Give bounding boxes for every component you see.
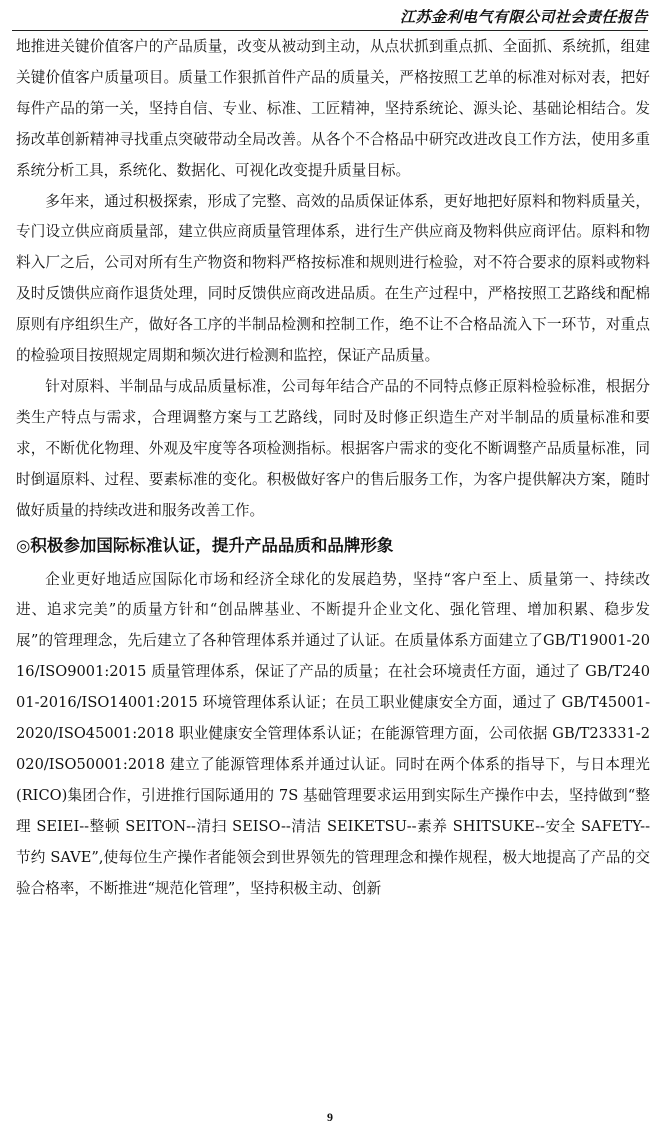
paragraph-continued: 地推进关键价值客户的产品质量，改变从被动到主动，从点状抓到重点抓、全面抓、系统抓，组建关键价值客户质量项目。质量工作狠抓首件产品的质量关，严格按照工艺单的标准对标对表，把好每件产品的第一关，坚持自信、专业、标准、工匠精神，坚持系统论、源头论、基础论相结合。发扬改革创新精神寻找重点突破带动全局改善。从各个不合格品中研究改进改良工作方法，使用多重系统分析工具，系统化、数据化、可视化改变提升质量目标。 [16, 38, 650, 179]
paragraph-quality-standards: 针对原料、半制品与成品质量标准，公司每年结合产品的不同特点修正原料检验标准，根据分类生产特点与需求，合理调整方案与工艺路线，同时及时修正织造生产对半制品的质量标准和要求，不断优化物理、外观及牢度等各项检测指标。根据客户需求的变化不断调整产品质量标准，同时倒逼原料、过程、要素标准的变化。积极做好客户的售后服务工作，为客户提供解决方案，随时做好质量的持续改进和服务改善工作。 [16, 377, 650, 519]
report-title: 江苏金利电气有限公司社会责任报告 [399, 8, 648, 26]
paragraph-quality-system: 多年来，通过积极探索，形成了完整、高效的品质保证体系，更好地把好原料和物料质量关，专门设立供应商质量部，建立供应商质量管理体系，进行生产供应商及物料供应商评估。原料和物料入厂之后，公司对所有生产物资和物料严格按标准和规则进行检验，对不符合要求的原料或物料及时反馈供应商作退货处理，同时反馈供应商改进品质。在生产过程中，严格按照工艺路线和配棉原则有序组织生产，做好各工序的半制品检测和控制工作，绝不让不合格品流入下一环节，对重点的检验项目按照规定周期和频次进行检测和监控，保证产品质量。 [16, 192, 650, 365]
paragraph-certification: 企业更好地适应国际化市场和经济全球化的发展趋势，坚持“客户至上、质量第一、持续改进、追求完美”的质量方针和“创品牌基业、不断提升企业文化、强化管理、增加积累、稳步发展”的管理理念，先后建立了各种管理体系并通过了认证。在质量体系方面建立了GB/T19001-2016/ISO9001:2015 质量管理体系，保证了产品的质量；在社会环境责任方面，通过了 GB/T24001-2016/ISO14001:2015 环境管理体系认证；在员工职业健康安全方面，通过了 GB/T45001-2020/ISO45001:2018 职业健康安全管理体系认证；在能源管理方面，公司依据 GB/T23331-2020/ISO50001:2018 建立了能源管理体系并通过认证。同时在两个体系的指导下，与日本理光(RICO)集团合作，引进推行国际通用的 7S 基础管理要求运用到实际生产操作中去，坚持做到“整理 SEIEI--整顿 SEITON--清扫 SEISO--清洁 SEIKETSU--素养 SHITSUKE--安全 SAFETY--节约 SAVE”,使每位生产操作者能领会到世界领先的管理理念和操作规程，极大地提高了产品的交验合格率，不断推进“规范化管理”，坚持积极主动、创新 [16, 570, 650, 897]
page-content [16, 32, 650, 904]
page-header [12, 6, 648, 31]
section-heading: ◎积极参加国际标准认证，提升产品品质和品牌形象 [16, 535, 394, 555]
page-number: 9 [327, 1110, 333, 1124]
